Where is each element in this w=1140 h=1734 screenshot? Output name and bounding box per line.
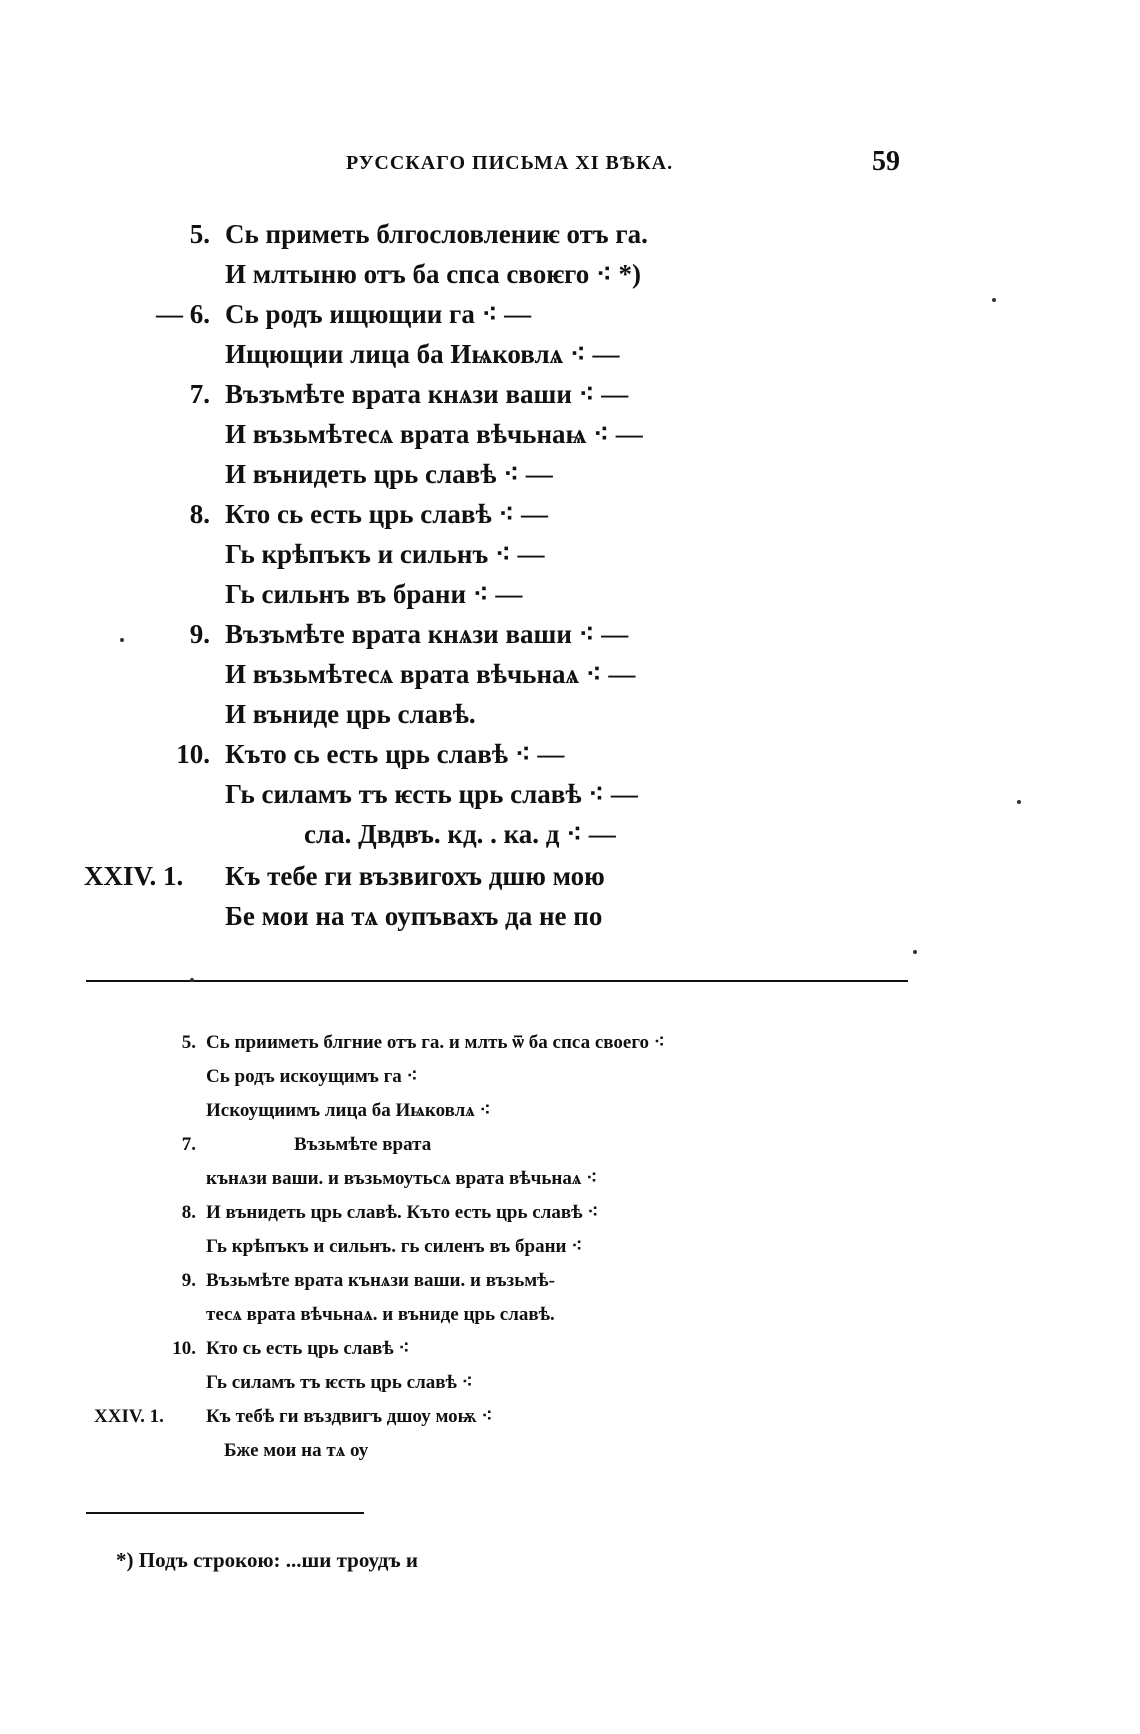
line-text: Възъмѣте врата кнѧзи ваши ⁖ — bbox=[225, 379, 629, 409]
line-text: Гь крѣпъкъ и сильнъ ⁖ — bbox=[225, 539, 545, 569]
line-text: Възьмѣте врата bbox=[294, 1134, 432, 1155]
section-divider bbox=[86, 980, 908, 982]
verse-number: 8. bbox=[189, 499, 210, 529]
line-text: И възьмѣтесѧ врата вѣчьнаѧ ⁖ — bbox=[225, 659, 636, 689]
line-text: Гь крѣпъкъ и сильнъ. гь силенъ въ брани ⁖ bbox=[206, 1236, 583, 1257]
verse-number: XXIV. 1. bbox=[84, 861, 184, 891]
line-text: Бе мои на тѧ оупъвахъ да не по bbox=[225, 901, 603, 931]
page-number: 59 bbox=[872, 146, 900, 177]
line-text: Възъмѣте врата кнѧзи ваши ⁖ — bbox=[225, 619, 629, 649]
line-text: Кто сь есть црь славѣ ⁖ bbox=[206, 1338, 410, 1359]
verse-number: 5. bbox=[189, 219, 210, 249]
verse-number: 8. bbox=[181, 1202, 196, 1223]
line-text: Бже мои на тѧ оу bbox=[224, 1440, 369, 1461]
line-text: И вънидеть црь славѣ. Къто есть црь славѣ ⁖ bbox=[206, 1202, 599, 1223]
verse-number: XXIV. 1. bbox=[94, 1406, 164, 1427]
scan-speck bbox=[913, 950, 917, 954]
verse-number: 5. bbox=[181, 1032, 196, 1053]
line-text: Сь прииметь блгние отъ га. и млть ѿ ба спса своего ⁖ bbox=[206, 1032, 665, 1053]
verse-number: 7. bbox=[181, 1134, 196, 1155]
line-text: Къто сь есть црь славѣ ⁖ — bbox=[225, 739, 565, 769]
line-text: Гь силамъ тъ ѥсть црь славѣ ⁖ bbox=[206, 1372, 473, 1393]
scan-speck bbox=[190, 978, 194, 982]
running-title: РУССКАГО ПИСЬМА XI ВѢКА. bbox=[346, 152, 674, 174]
footnote: *) Подъ строкою: ...ши троудъ и bbox=[116, 1548, 418, 1572]
line-text: Сь приметь блгословлениѥ отъ га. bbox=[225, 219, 648, 249]
scan-speck bbox=[120, 638, 124, 642]
verse-number: 7. bbox=[189, 379, 210, 409]
verse-number: 10. bbox=[176, 739, 210, 769]
verse-number: 9. bbox=[181, 1270, 196, 1291]
line-text: кънѧзи ваши. и възьмоутьсѧ врата вѣчьнаѧ ⁖ bbox=[206, 1168, 598, 1189]
verse-number: — 6. bbox=[156, 299, 210, 329]
line-text: Сь родъ ищющии га ⁖ — bbox=[225, 299, 532, 329]
line-text: И млтыню отъ ба спса своѥго ⁖ *) bbox=[225, 259, 642, 289]
line-text: сла. Двдвъ. кд. . ка. д ⁖ — bbox=[304, 819, 616, 849]
line-text: Кто сь есть црь славѣ ⁖ — bbox=[225, 499, 548, 529]
scan-speck bbox=[1017, 800, 1021, 804]
line-text: Възьмѣте врата кънѧзи ваши. и възьмѣ- bbox=[206, 1270, 555, 1291]
scan-speck bbox=[992, 298, 996, 302]
line-text: Гь сильнъ въ брани ⁖ — bbox=[225, 579, 523, 609]
line-text: И вънидe црь славѣ. bbox=[225, 699, 476, 729]
footnote-divider bbox=[86, 1512, 364, 1514]
line-text: И възьмѣтесѧ врата вѣчьнаѩ ⁖ — bbox=[225, 419, 643, 449]
line-text: Ищющии лица ба Иѩковлѧ ⁖ — bbox=[225, 339, 620, 369]
line-text: Гь силамъ тъ ѥсть црь славѣ ⁖ — bbox=[225, 779, 638, 809]
verse-number: 10. bbox=[172, 1338, 196, 1359]
line-text: тесѧ врата вѣчьнаѧ. и вънидe црь славѣ. bbox=[206, 1304, 555, 1325]
line-text: Искоущиимъ лица ба Иѩковлѧ ⁖ bbox=[206, 1100, 491, 1121]
line-text: Къ тебѣ ги въздвигъ дшоу моѭ ⁖ bbox=[206, 1406, 493, 1427]
line-text: Къ тебе ги възвигохъ дшю мою bbox=[225, 861, 605, 891]
verse-number: 9. bbox=[189, 619, 210, 649]
line-text: Сь родъ искоущимъ га ⁖ bbox=[206, 1066, 418, 1087]
line-text: И вънидеть црь славѣ ⁖ — bbox=[225, 459, 553, 489]
